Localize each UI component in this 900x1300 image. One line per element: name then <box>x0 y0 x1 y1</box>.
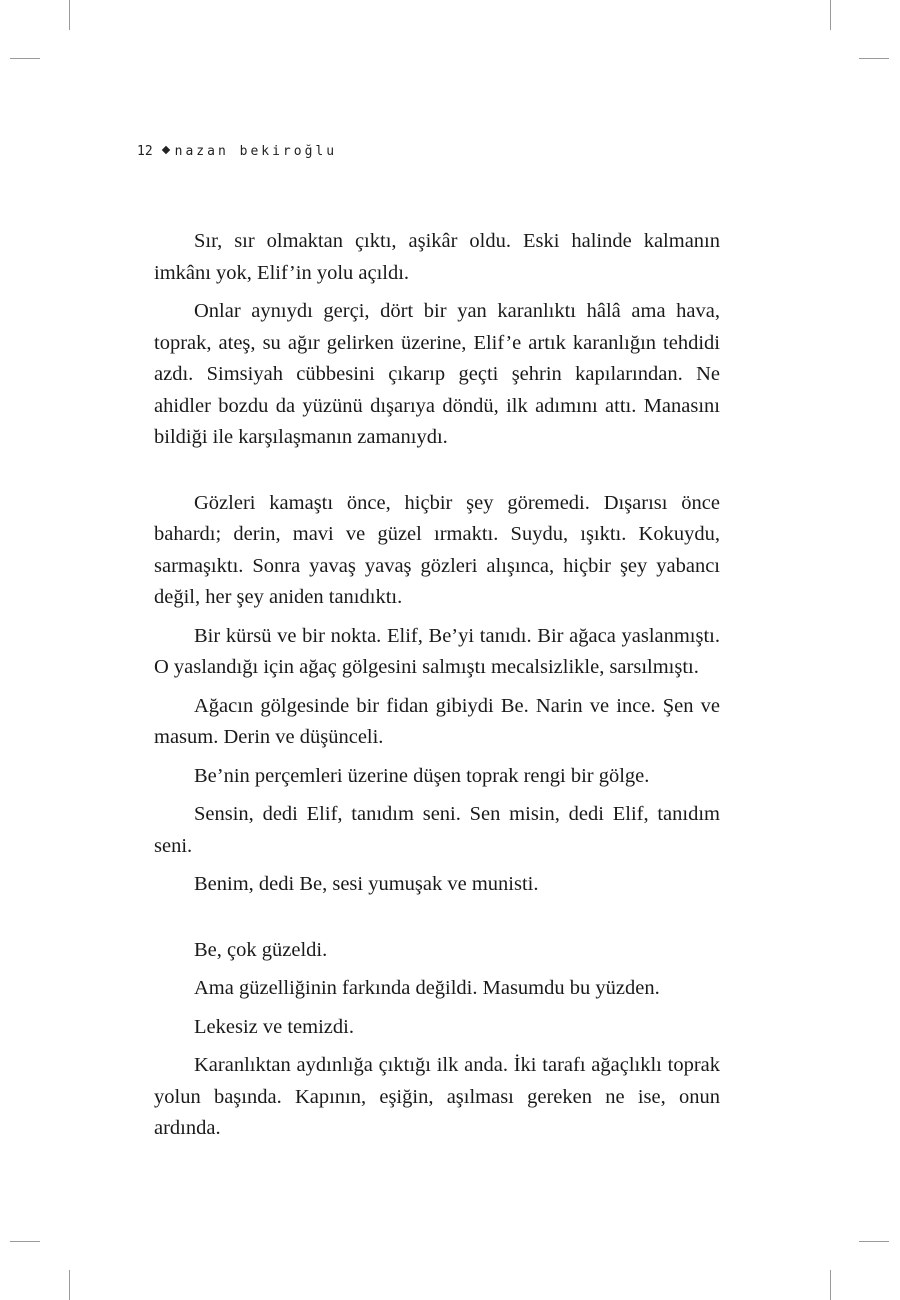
paragraph: Gözleri kamaştı önce, hiçbir şey göremedi. Dışarısı önce bahardı; derin, mavi ve güzel ırmaktı. Suydu, ışıktı. Kokuydu, sarmaşıktı. Sonra yavaş yavaş gözleri alışınca, hiçbir şey yabancı değil, her şey aniden tanıdıktı. <box>154 491 720 608</box>
page-number: 12 <box>137 144 153 159</box>
paragraph: Be, çok güzeldi. <box>194 938 328 961</box>
diamond-bullet-icon <box>161 146 169 154</box>
author-name: nazan bekiroğlu <box>174 144 338 159</box>
paragraph: Sensin, dedi Elif, tanıdım seni. Sen misin, dedi Elif, tanıdım seni. <box>154 803 720 857</box>
paragraph: Onlar aynıydı gerçi, dört bir yan karanlıktı hâlâ ama hava, toprak, ateş, su ağır gelirken üzerine, Elif’e artık karanlığın tehdidi azdı. Simsiyah cübbesini çıkarıp geçti şehrin kapılarından. Ne ahidler bozdu da yüzünü dışarıya döndü, ilk adımını attı. Manasını bildiği ile karşılaşmanın zamanıydı. <box>154 300 720 448</box>
crop-mark-top-right <box>830 0 831 30</box>
body-text <box>154 226 720 1152</box>
crop-mark-top-left <box>69 0 70 30</box>
paragraph: Benim, dedi Be, sesi yumuşak ve munisti. <box>194 873 539 895</box>
crop-mark-bottom-left <box>69 1270 70 1300</box>
running-head <box>137 144 337 159</box>
crop-mark-left-bottom <box>10 1241 40 1242</box>
crop-mark-bottom-right <box>830 1270 831 1300</box>
paragraph: Bir kürsü ve bir nokta. Elif, Be’yi tanıdı. Bir ağaca yaslanmıştı. O yaslandığı için ağaç gölgesini salmıştı mecalsizlikle, sarsılmıştı. <box>154 624 720 678</box>
paragraph: Lekesiz ve temizdi. <box>194 1015 354 1038</box>
paragraph: Ağacın gölgesinde bir fidan gibiydi Be. Narin ve ince. Şen ve masum. Derin ve düşünceli. <box>154 694 720 748</box>
paragraph: Be’nin perçemleri üzerine düşen toprak rengi bir gölge. <box>194 764 650 787</box>
crop-mark-left-top <box>10 58 40 59</box>
paragraph: Ama güzelliğinin farkında değildi. Masumdu bu yüzden. <box>194 977 660 999</box>
paragraph: Karanlıktan aydınlığa çıktığı ilk anda. İki tarafı ağaçlıklı toprak yolun başında. Kapının, eşiğin, aşılması gereken ne ise, onun ardında. <box>154 1054 720 1139</box>
crop-mark-right-top <box>859 58 889 59</box>
paragraph: Sır, sır olmaktan çıktı, aşikâr oldu. Eski halinde kalmanın imkânı yok, Elif’in yolu açıldı. <box>154 230 720 284</box>
crop-mark-right-bottom <box>859 1241 889 1242</box>
